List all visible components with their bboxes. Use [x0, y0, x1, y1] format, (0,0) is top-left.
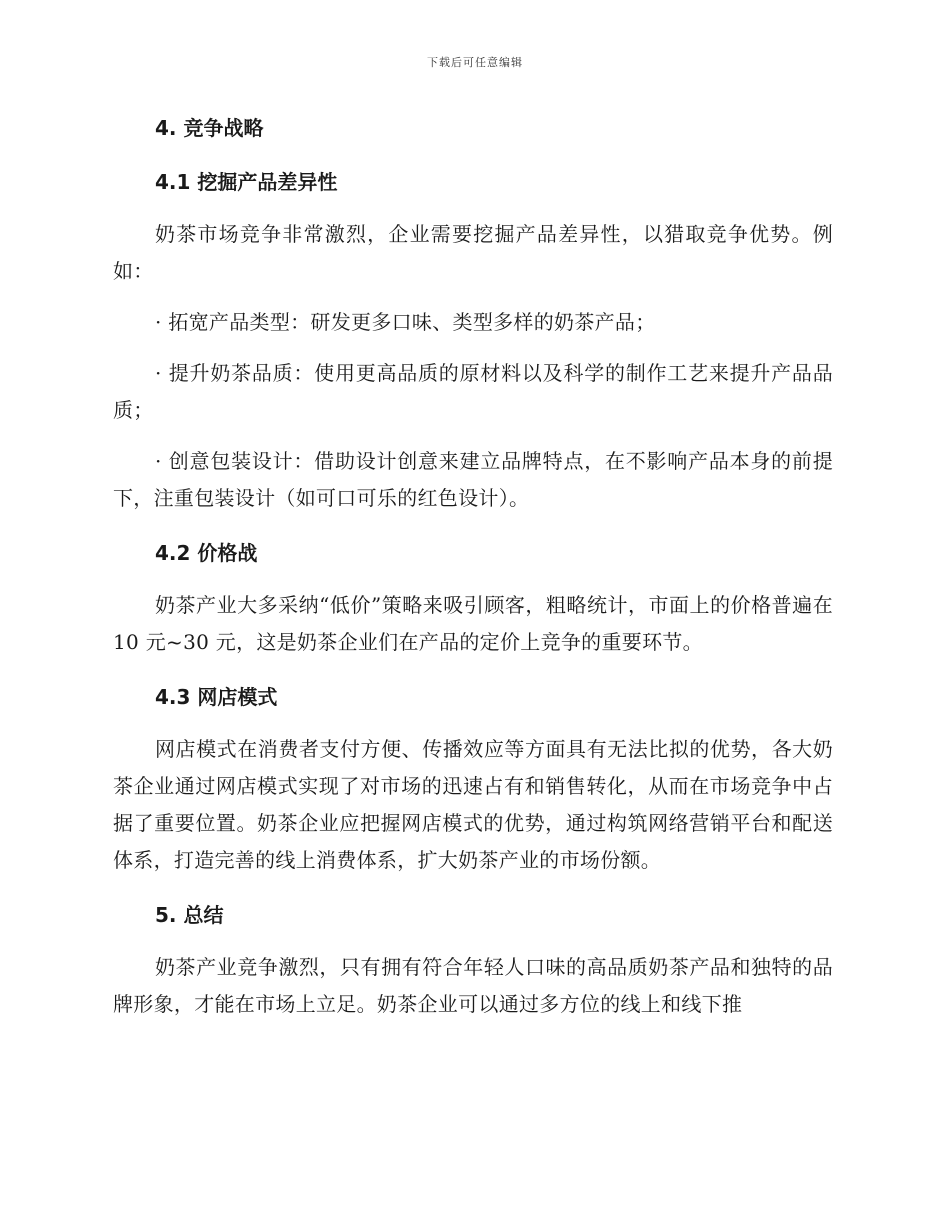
section-4-3-body: 网店模式在消费者支付方便、传播效应等方面具有无法比拟的优势，各大奶茶企业通过网店模式实现了对市场的迅速占有和销售转化，从而在市场竞争中占据了重要位置。奶茶企业应把握网店模式的优势，通过构筑网络营销平台和配送体系，打造完善的线上消费体系，扩大奶茶产业的市场份额。: [113, 737, 833, 872]
section-4-3-heading: 4.3 网店模式: [155, 685, 278, 709]
section-4-2-body: 奶茶产业大多采纳“低价”策略来吸引顾客，粗略统计，市面上的价格普遍在 10 元~30 元，这是奶茶企业们在产品的定价上竞争的重要环节。: [113, 593, 833, 654]
section-4-1-heading: 4.1 挖掘产品差异性: [155, 170, 338, 194]
section-4-1-intro: 奶茶市场竞争非常激烈，企业需要挖掘产品差异性，以猎取竞争优势。例如：: [113, 222, 833, 283]
header-note: 下载后可任意编辑: [427, 56, 523, 69]
section-4-1-bullet-2: · 提升奶茶品质：使用更高品质的原材料以及科学的制作工艺来提升产品品质；: [113, 361, 833, 422]
document-body: [113, 110, 833, 1023]
section-4-1-bullet-3: · 创意包装设计：借助设计创意来建立品牌特点，在不影响产品本身的前提下，注重包装设计（如可口可乐的红色设计）。: [113, 449, 833, 510]
section-4-heading: 4. 竞争战略: [155, 116, 264, 140]
section-4-2-heading: 4.2 价格战: [155, 541, 258, 565]
section-5-body: 奶茶产业竞争激烈，只有拥有符合年轻人口味的高品质奶茶产品和独特的品牌形象，才能在市场上立足。奶茶企业可以通过多方位的线上和线下推: [113, 955, 833, 1016]
section-4-1-bullet-1: · 拓宽产品类型：研发更多口味、类型多样的奶茶产品；: [155, 310, 656, 334]
section-5-heading: 5. 总结: [155, 903, 224, 927]
